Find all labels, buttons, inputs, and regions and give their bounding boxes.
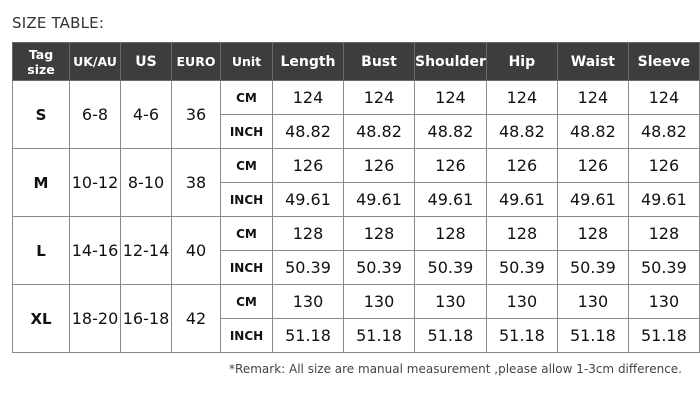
unit-cell: INCH: [221, 251, 273, 285]
size-table: [12, 42, 700, 353]
bust-cell: 130: [344, 285, 415, 319]
waist-cell: 126: [557, 149, 628, 183]
header-us: US: [121, 43, 172, 81]
header-hip: Hip: [486, 43, 557, 81]
unit-cell: INCH: [221, 115, 273, 149]
bust-cell: 124: [344, 81, 415, 115]
tag-size-cell: S: [13, 81, 70, 149]
header-shoulder: Shoulder: [415, 43, 487, 81]
sleeve-cell: 49.61: [628, 183, 699, 217]
length-cell: 124: [273, 81, 344, 115]
waist-cell: 128: [557, 217, 628, 251]
header-row: [13, 43, 700, 81]
remark-note: *Remark: All size are manual measurement ,please allow 1-3cm difference.: [229, 362, 682, 376]
shoulder-cell: 49.61: [415, 183, 487, 217]
waist-cell: 49.61: [557, 183, 628, 217]
table-row: [13, 149, 700, 183]
unit-cell: CM: [221, 217, 273, 251]
hip-cell: 49.61: [486, 183, 557, 217]
unit-cell: INCH: [221, 319, 273, 353]
length-cell: 128: [273, 217, 344, 251]
header-bust: Bust: [344, 43, 415, 81]
length-cell: 130: [273, 285, 344, 319]
header-length: Length: [273, 43, 344, 81]
length-cell: 126: [273, 149, 344, 183]
header-uk-au: UK/AU: [70, 43, 121, 81]
waist-cell: 130: [557, 285, 628, 319]
hip-cell: 50.39: [486, 251, 557, 285]
bust-cell: 50.39: [344, 251, 415, 285]
us-cell: 16-18: [121, 285, 172, 353]
hip-cell: 128: [486, 217, 557, 251]
euro-cell: 40: [172, 217, 221, 285]
tag-size-cell: M: [13, 149, 70, 217]
shoulder-cell: 51.18: [415, 319, 487, 353]
sleeve-cell: 50.39: [628, 251, 699, 285]
table-row: [13, 285, 700, 319]
length-cell: 50.39: [273, 251, 344, 285]
length-cell: 48.82: [273, 115, 344, 149]
bust-cell: 49.61: [344, 183, 415, 217]
waist-cell: 50.39: [557, 251, 628, 285]
sleeve-cell: 124: [628, 81, 699, 115]
us-cell: 12-14: [121, 217, 172, 285]
page-title: SIZE TABLE:: [12, 14, 105, 32]
length-cell: 51.18: [273, 319, 344, 353]
table-row: [13, 217, 700, 251]
euro-cell: 36: [172, 81, 221, 149]
waist-cell: 124: [557, 81, 628, 115]
sleeve-cell: 128: [628, 217, 699, 251]
bust-cell: 48.82: [344, 115, 415, 149]
shoulder-cell: 48.82: [415, 115, 487, 149]
tag-size-cell: L: [13, 217, 70, 285]
bust-cell: 51.18: [344, 319, 415, 353]
hip-cell: 48.82: [486, 115, 557, 149]
header-tag-size: Tag size: [13, 43, 70, 81]
bust-cell: 126: [344, 149, 415, 183]
sleeve-cell: 48.82: [628, 115, 699, 149]
hip-cell: 126: [486, 149, 557, 183]
waist-cell: 48.82: [557, 115, 628, 149]
table-row: [13, 81, 700, 115]
sleeve-cell: 51.18: [628, 319, 699, 353]
euro-cell: 38: [172, 149, 221, 217]
shoulder-cell: 124: [415, 81, 487, 115]
uk-au-cell: 18-20: [70, 285, 121, 353]
header-waist: Waist: [557, 43, 628, 81]
waist-cell: 51.18: [557, 319, 628, 353]
header-euro: EURO: [172, 43, 221, 81]
shoulder-cell: 130: [415, 285, 487, 319]
unit-cell: CM: [221, 149, 273, 183]
us-cell: 8-10: [121, 149, 172, 217]
hip-cell: 51.18: [486, 319, 557, 353]
header-unit: Unit: [221, 43, 273, 81]
bust-cell: 128: [344, 217, 415, 251]
shoulder-cell: 50.39: [415, 251, 487, 285]
hip-cell: 124: [486, 81, 557, 115]
sleeve-cell: 126: [628, 149, 699, 183]
uk-au-cell: 14-16: [70, 217, 121, 285]
uk-au-cell: 10-12: [70, 149, 121, 217]
shoulder-cell: 128: [415, 217, 487, 251]
euro-cell: 42: [172, 285, 221, 353]
length-cell: 49.61: [273, 183, 344, 217]
shoulder-cell: 126: [415, 149, 487, 183]
uk-au-cell: 6-8: [70, 81, 121, 149]
hip-cell: 130: [486, 285, 557, 319]
unit-cell: CM: [221, 285, 273, 319]
header-sleeve: Sleeve: [628, 43, 699, 81]
unit-cell: INCH: [221, 183, 273, 217]
unit-cell: CM: [221, 81, 273, 115]
tag-size-cell: XL: [13, 285, 70, 353]
us-cell: 4-6: [121, 81, 172, 149]
sleeve-cell: 130: [628, 285, 699, 319]
